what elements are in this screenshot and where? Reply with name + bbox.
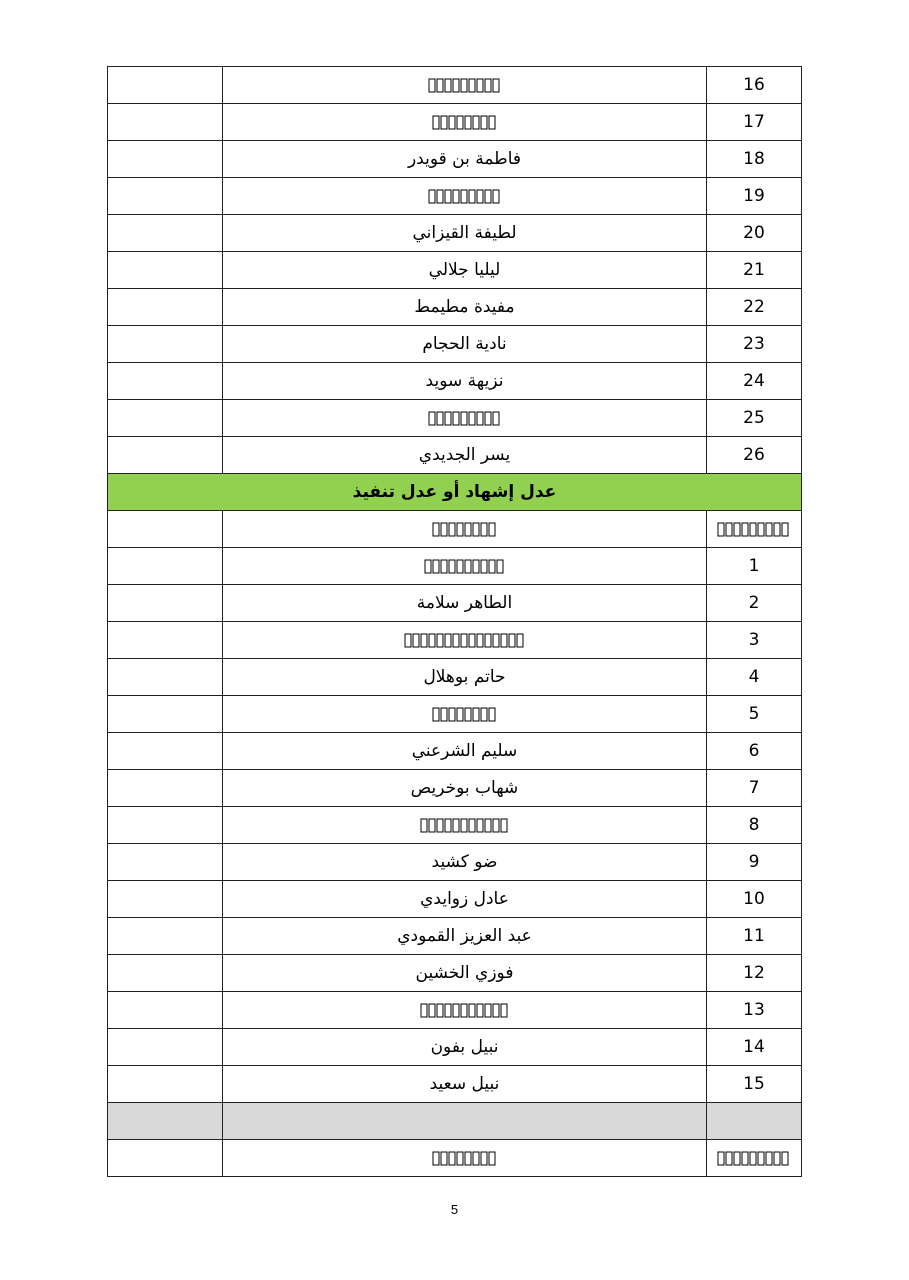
gray-separator-row <box>108 1103 802 1140</box>
row-number: 10 <box>707 881 802 918</box>
name-cell <box>223 992 707 1029</box>
table-row <box>108 844 802 881</box>
table-row <box>108 400 802 437</box>
row-number: 19 <box>707 178 802 215</box>
name-cell: عبد العزيز القمودي <box>223 918 707 955</box>
table-row <box>108 252 802 289</box>
name-cell: نادية الحجام <box>223 326 707 363</box>
row-number: 24 <box>707 363 802 400</box>
unrendered-glyphs <box>717 1151 791 1166</box>
empty-cell <box>108 289 223 326</box>
table-row <box>108 104 802 141</box>
column-header-name <box>223 1140 707 1177</box>
row-number: 5 <box>707 696 802 733</box>
name-cell: نبيل بفون <box>223 1029 707 1066</box>
table-row <box>108 363 802 400</box>
unrendered-glyphs <box>717 522 791 537</box>
empty-cell <box>108 844 223 881</box>
names-table <box>107 66 802 1177</box>
column-header-number <box>707 1140 802 1177</box>
row-number: 6 <box>707 733 802 770</box>
name-cell: فاطمة بن قويدر <box>223 141 707 178</box>
empty-cell <box>108 548 223 585</box>
unrendered-glyphs <box>432 115 498 130</box>
row-number: 8 <box>707 807 802 844</box>
empty-cell <box>108 1029 223 1066</box>
empty-cell <box>108 659 223 696</box>
empty-cell <box>108 881 223 918</box>
unrendered-glyphs <box>428 78 502 93</box>
empty-cell <box>108 215 223 252</box>
empty-cell <box>108 622 223 659</box>
name-cell: الطاهر سلامة <box>223 585 707 622</box>
empty-cell <box>108 104 223 141</box>
name-cell: نبيل سعيد <box>223 1066 707 1103</box>
empty-cell <box>108 400 223 437</box>
name-cell <box>223 67 707 104</box>
table-row <box>108 178 802 215</box>
column-header-name <box>223 1103 707 1140</box>
name-cell: عادل زوايدي <box>223 881 707 918</box>
row-number: 23 <box>707 326 802 363</box>
name-cell: فوزي الخشين <box>223 955 707 992</box>
row-number: 26 <box>707 437 802 474</box>
empty-cell <box>108 252 223 289</box>
empty-cell <box>108 1140 223 1177</box>
empty-cell <box>108 918 223 955</box>
section-title: عدل إشهاد أو عدل تنفيذ <box>108 474 802 511</box>
name-cell: ضو كشيد <box>223 844 707 881</box>
name-cell <box>223 400 707 437</box>
row-number: 2 <box>707 585 802 622</box>
name-cell <box>223 622 707 659</box>
empty-cell <box>108 437 223 474</box>
empty-cell <box>108 1103 223 1140</box>
page-number: 5 <box>450 1202 459 1217</box>
unrendered-glyphs <box>432 522 498 537</box>
table-row <box>108 955 802 992</box>
table-row <box>108 585 802 622</box>
row-number: 15 <box>707 1066 802 1103</box>
empty-cell <box>108 1066 223 1103</box>
empty-cell <box>108 585 223 622</box>
table-row <box>108 881 802 918</box>
empty-cell <box>108 67 223 104</box>
name-cell: مفيدة مطيمط <box>223 289 707 326</box>
unrendered-glyphs <box>428 411 502 426</box>
table-row <box>108 659 802 696</box>
column-header-row <box>108 511 802 548</box>
table-row <box>108 1066 802 1103</box>
name-cell: لطيفة القيزاني <box>223 215 707 252</box>
row-number: 1 <box>707 548 802 585</box>
table-row <box>108 622 802 659</box>
name-cell <box>223 696 707 733</box>
row-number: 11 <box>707 918 802 955</box>
row-number: 3 <box>707 622 802 659</box>
unrendered-glyphs <box>428 189 502 204</box>
row-number: 12 <box>707 955 802 992</box>
names-table-body <box>108 67 802 1177</box>
empty-cell <box>108 511 223 548</box>
row-number: 22 <box>707 289 802 326</box>
section-header-row <box>108 474 802 511</box>
name-cell: شهاب بوخريص <box>223 770 707 807</box>
table-row <box>108 918 802 955</box>
row-number: 18 <box>707 141 802 178</box>
name-cell: يسر الجديدي <box>223 437 707 474</box>
row-number: 9 <box>707 844 802 881</box>
empty-cell <box>108 696 223 733</box>
unrendered-glyphs <box>432 707 498 722</box>
table-row <box>108 548 802 585</box>
row-number: 7 <box>707 770 802 807</box>
name-cell <box>223 548 707 585</box>
empty-cell <box>108 992 223 1029</box>
name-cell: ليليا جلالي <box>223 252 707 289</box>
empty-cell <box>108 141 223 178</box>
table-row <box>108 289 802 326</box>
table-row <box>108 67 802 104</box>
row-number: 4 <box>707 659 802 696</box>
table-row <box>108 1029 802 1066</box>
column-header-name <box>223 511 707 548</box>
name-cell: حاتم بوهلال <box>223 659 707 696</box>
table-row <box>108 992 802 1029</box>
empty-cell <box>108 363 223 400</box>
table-row <box>108 437 802 474</box>
name-cell: سليم الشرعني <box>223 733 707 770</box>
table-row <box>108 770 802 807</box>
empty-cell <box>108 178 223 215</box>
table-row <box>108 215 802 252</box>
row-number: 20 <box>707 215 802 252</box>
table-row <box>108 807 802 844</box>
table-row <box>108 696 802 733</box>
unrendered-glyphs <box>420 1003 510 1018</box>
table-row <box>108 733 802 770</box>
unrendered-glyphs <box>432 1151 498 1166</box>
name-cell: نزيهة سويد <box>223 363 707 400</box>
name-cell <box>223 104 707 141</box>
empty-cell <box>108 955 223 992</box>
row-number: 16 <box>707 67 802 104</box>
column-header-number <box>707 1103 802 1140</box>
empty-cell <box>108 733 223 770</box>
row-number: 13 <box>707 992 802 1029</box>
row-number: 21 <box>707 252 802 289</box>
name-cell <box>223 807 707 844</box>
empty-cell <box>108 326 223 363</box>
unrendered-glyphs <box>420 818 510 833</box>
row-number: 17 <box>707 104 802 141</box>
name-cell <box>223 178 707 215</box>
row-number: 25 <box>707 400 802 437</box>
empty-cell <box>108 770 223 807</box>
column-header-number <box>707 511 802 548</box>
table-row <box>108 326 802 363</box>
unrendered-glyphs <box>424 559 506 574</box>
column-header-row <box>108 1140 802 1177</box>
table-row <box>108 141 802 178</box>
row-number: 14 <box>707 1029 802 1066</box>
empty-cell <box>108 807 223 844</box>
unrendered-glyphs <box>404 633 526 648</box>
